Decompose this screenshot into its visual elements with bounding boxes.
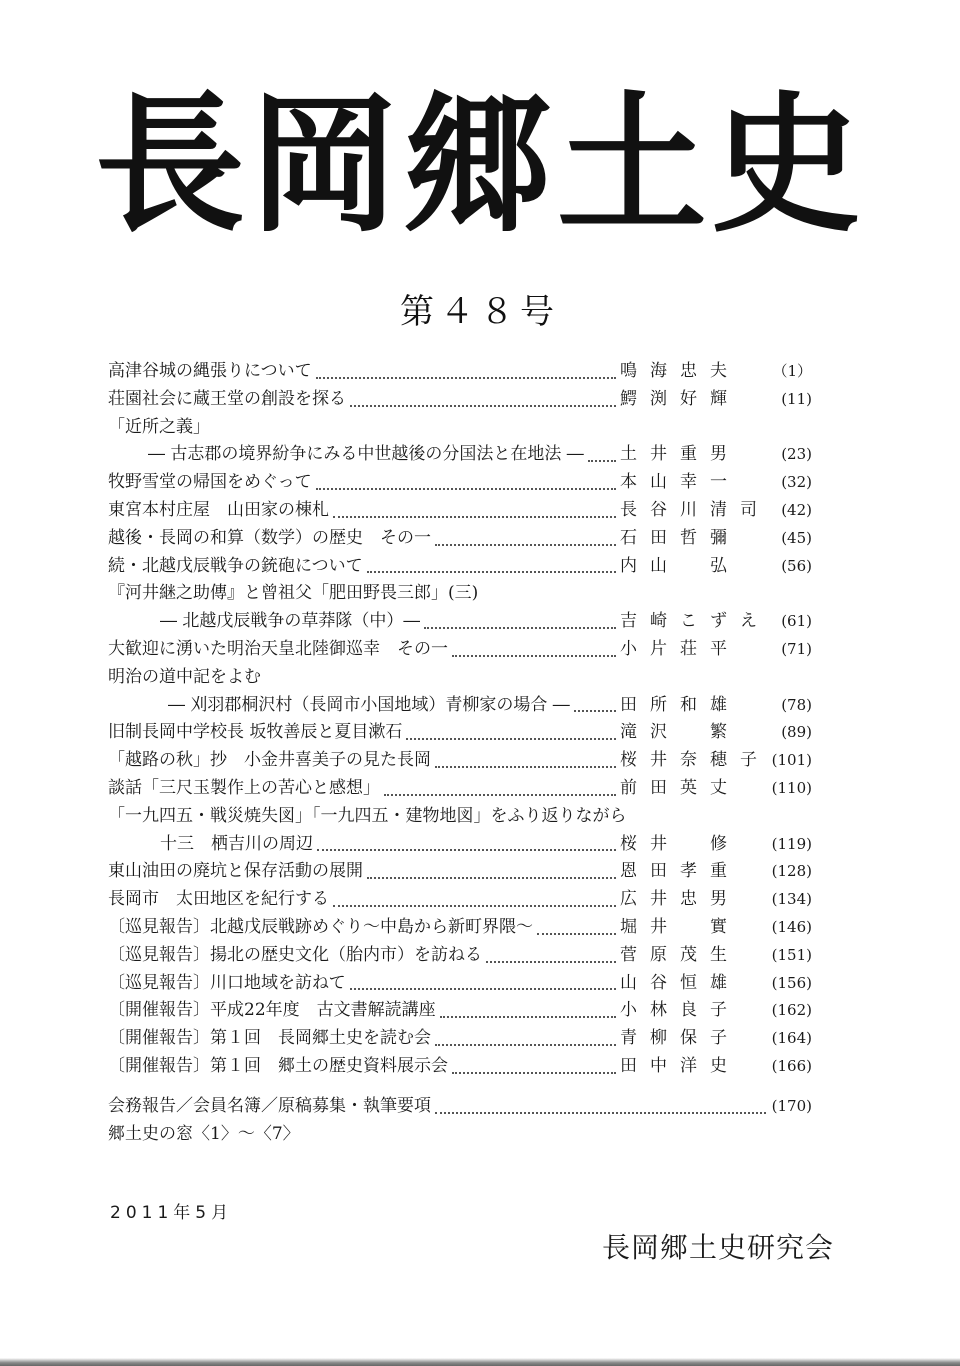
entry-page: (134) [771,890,812,909]
entry-page: (164) [771,1029,812,1048]
entry-page: （1） [772,362,812,380]
extra-page: (170) [771,1096,812,1115]
toc-entry [108,775,812,803]
toc-entry [108,358,812,386]
dot-leader [537,927,616,935]
dot-leader [452,649,616,657]
publisher-name: 長岡郷土史研究会 [602,1231,835,1264]
entry-page: (110) [771,778,812,797]
dot-leader [316,482,616,490]
toc-entry [108,747,812,775]
entry-title: 旧制長岡中学校長 坂牧善辰と夏目漱石 [108,722,403,743]
toc-entry [108,414,812,442]
entry-page: (166) [771,1056,812,1075]
toc-entry [108,831,812,859]
entry-title: ― 古志郡の境界紛争にみる中世越後の分国法と在地法 ― [148,444,584,465]
entry-author: 小片荘平 [620,638,740,659]
entry-author: 青柳保子 [620,1028,740,1049]
toc-entry [108,1025,812,1053]
entry-author: 広井忠男 [620,889,740,910]
entry-title: 越後・長岡の和算（数学）の歴史 その一 [108,527,431,548]
entry-title: ― 北越戊辰戦争の草莽隊（中）― [160,611,421,632]
toc-extra [108,1121,812,1149]
entry-title: 長岡市 太田地区を紀行する [108,889,329,910]
toc-entry [108,692,812,720]
entry-author: 山谷恒雄 [620,972,740,993]
entry-title: 荘園社会に蔵王堂の創設を探る [108,388,346,409]
toc-entry [108,441,812,469]
dot-leader [316,371,616,379]
entry-page: (128) [771,862,812,881]
entry-page: (156) [771,973,812,992]
toc-entry [108,719,812,747]
extra-title: 会務報告／会員名簿／原稿募集・執筆要項 [108,1095,431,1116]
toc-entry [108,553,812,581]
entry-title: 牧野雪堂の帰国をめぐって [108,472,312,493]
entry-author: 内山 弘 [620,555,740,576]
entry-page: (61) [781,612,812,631]
toc-entry [108,803,812,831]
entry-author: 長谷川清司 [620,499,770,520]
entry-title: 東宮本村庄屋 山田家の棟札 [108,499,329,520]
entry-title: 『河井継之助傳』と曾祖父「肥田野畏三郎」(三) [108,583,479,604]
toc-entry [108,497,812,525]
entry-author: 堀井 實 [620,916,740,937]
section-gap [108,1081,812,1093]
entry-author: 鳴海忠夫 [620,361,740,381]
entry-author: 桜井 修 [620,833,740,854]
toc-entry [108,664,812,692]
entry-author: 小林良子 [620,1000,740,1021]
toc-entry [108,636,812,664]
toc-entry [108,469,812,497]
entry-page: (89) [781,723,812,742]
entry-page: (162) [771,1001,812,1020]
toc-entry [108,580,812,608]
entry-author: 滝沢 繁 [620,722,740,743]
toc-entry [108,914,812,942]
entry-page: (101) [771,751,812,770]
entry-title: 〔開催報告〕第１回 長岡郷土史を読む会 [108,1028,431,1049]
entry-author: 菅原茂生 [620,944,740,965]
entry-author: 本山幸一 [620,472,740,493]
toc-extra [108,1093,812,1121]
toc-entry [108,525,812,553]
entry-title: 「一九四五・戦災焼失図」「一九四五・建物地図」をふり返りながら [108,805,627,826]
entry-author: 田中洋史 [620,1055,740,1076]
entry-title: ― 刈羽郡桐沢村（長岡市小国地域）青柳家の場合 ― [168,694,570,715]
dot-leader [452,1066,616,1074]
entry-title: 〔巡見報告〕揚北の歴史文化（胎内市）を訪ねる [108,944,482,965]
issue-number: 第４８号 [400,292,560,332]
dot-leader [367,871,616,879]
entry-title: 「近所之義」 [108,416,210,437]
dot-leader [435,1106,766,1114]
dot-leader [406,732,616,740]
dot-leader [424,621,616,629]
entry-author: 前田英丈 [620,777,740,798]
journal-title: 長岡郷土史 [94,77,865,253]
dot-leader [588,454,616,462]
entry-author: 土井重男 [620,444,740,465]
dot-leader [350,399,616,407]
entry-title: 〔開催報告〕第１回 郷土の歴史資料展示会 [108,1055,448,1076]
entry-title: 東山油田の廃坑と保存活動の展開 [108,861,363,882]
dot-leader [435,760,616,768]
dot-leader [384,788,616,796]
entry-title: 〔巡見報告〕川口地域を訪ねて [108,972,346,993]
entry-page: (56) [781,556,812,575]
entry-page: (23) [781,445,812,464]
toc-entry [108,997,812,1025]
table-of-contents [108,358,812,1148]
entry-page: (78) [781,695,812,714]
toc-entry [108,858,812,886]
entry-title: 〔開催報告〕平成22年度 古文書解読講座 [108,1000,436,1021]
dot-leader [435,1038,616,1046]
entry-page: (45) [781,528,812,547]
entry-title: 明治の道中記をよむ [108,666,261,687]
entry-page: (32) [781,473,812,492]
extra-title: 郷土史の窓〈1〉～〈7〉 [108,1123,300,1144]
entry-author: 吉崎こずえ [620,611,770,632]
dot-leader [367,565,616,573]
entry-page: (146) [771,917,812,936]
entry-title: 談話「三尺玉製作上の苦心と感想」 [108,777,380,798]
entry-title: 「越路の秋」抄 小金井喜美子の見た長岡 [108,750,431,771]
entry-title: 大歓迎に湧いた明治天皇北陸御巡幸 その一 [108,638,448,659]
entry-page: (42) [781,500,812,519]
entry-title: 十三 栖吉川の周辺 [160,833,313,854]
entry-author: 田所和雄 [620,694,740,715]
dot-leader [574,704,616,712]
dot-leader [333,510,616,518]
dot-leader [486,955,616,963]
entry-author: 石田哲彌 [620,527,740,548]
entry-page: (11) [781,389,812,408]
dot-leader [435,538,616,546]
toc-entry [108,942,812,970]
toc-entry [108,608,812,636]
entry-author: 恩田孝重 [620,861,740,882]
dot-leader [333,899,616,907]
entry-title: 〔巡見報告〕北越戊辰戦跡めぐり～中島から新町界隈～ [108,916,533,937]
dot-leader [440,1010,616,1018]
entry-title: 高津谷城の縄張りについて [108,361,312,381]
entry-author: 桜井奈穂子 [620,750,770,771]
scan-edge [0,1358,960,1366]
toc-entry [108,386,812,414]
entry-page: (119) [771,834,812,853]
toc-entry [108,886,812,914]
entry-title: 続・北越戊辰戦争の銃砲について [108,555,363,576]
publication-date: 2011年5月 [110,1203,234,1223]
entry-page: (71) [781,639,812,658]
dot-leader [350,982,616,990]
toc-entry [108,970,812,998]
entry-page: (151) [771,945,812,964]
entry-author: 鰐渕好輝 [620,388,740,409]
dot-leader [317,843,616,851]
toc-entry [108,1053,812,1081]
